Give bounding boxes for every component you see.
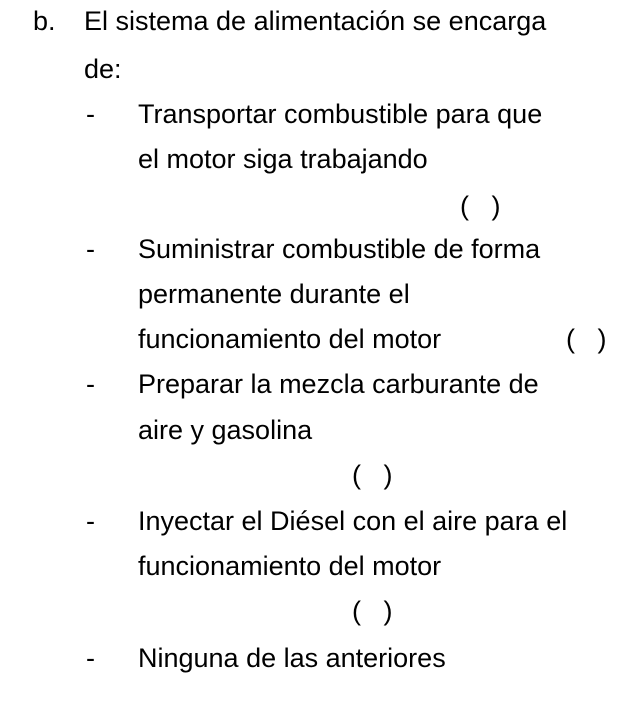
option-4-bullet: - [86,506,95,536]
option-3-line-2: aire y gasolina [138,415,313,445]
option-2-line-2: permanente durante el [138,279,410,309]
question-marker: b. [33,6,56,36]
option-1-line-1: Transportar combustible para que [138,99,543,129]
option-1-line-2: el motor siga trabajando [138,144,428,174]
option-2-line-1: Suministrar combustible de forma [138,234,541,264]
option-5-bullet: - [86,643,95,673]
option-1-answer-blank[interactable]: ( ) [460,191,501,221]
option-2-line-3: funcionamiento del motor [138,324,442,354]
option-2-bullet: - [86,234,95,264]
option-5-line-1: Ninguna de las anteriores [138,643,446,673]
option-3-answer-blank[interactable]: ( ) [352,460,393,490]
option-4-line-1: Inyectar el Diésel con el aire para el [138,506,568,536]
question-stem-line-2: de: [84,54,122,84]
option-1-bullet: - [86,99,95,129]
option-3-line-1: Preparar la mezcla carburante de [138,369,539,399]
option-2-answer-blank[interactable]: ( ) [566,324,607,354]
option-3-bullet: - [86,369,95,399]
option-4-line-2: funcionamiento del motor [138,551,442,581]
option-4-answer-blank[interactable]: ( ) [352,596,393,626]
question-stem-line-1: El sistema de alimentación se encarga [84,6,547,36]
